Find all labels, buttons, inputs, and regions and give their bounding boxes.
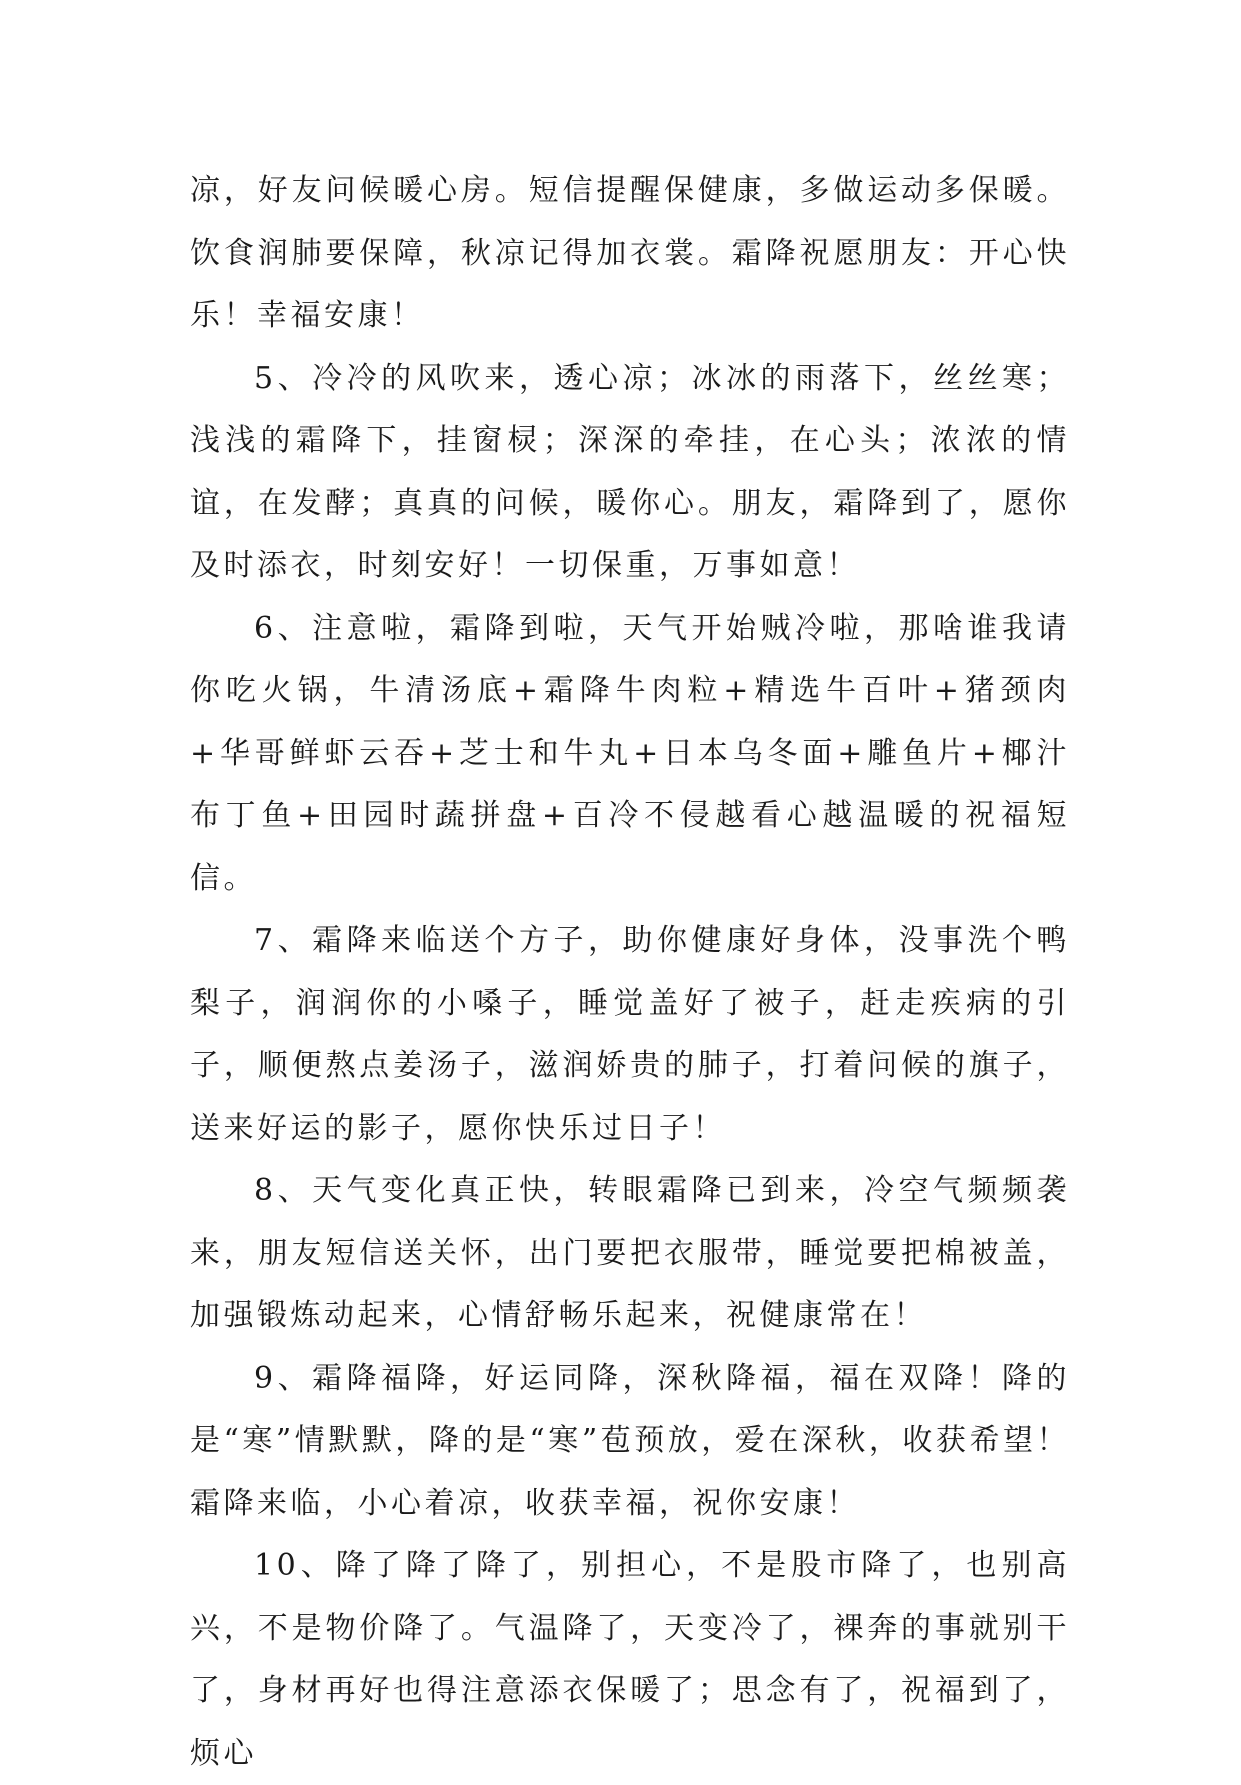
paragraph-continued: 凉，好友问候暖心房。短信提醒保健康，多做运动多保暖。饮食润肺要保障，秋凉记得加衣裳。霜降祝愿朋友：开心快乐！幸福安康！ xyxy=(190,173,1070,333)
paragraph-7: 7、霜降来临送个方子，助你健康好身体，没事洗个鸭梨子，润润你的小嗓子，睡觉盖好了被子，赶走疾病的引子，顺便熬点姜汤子，滋润娇贵的肺子，打着问候的旗子，送来好运的影子，愿你快乐过日子！ xyxy=(190,923,1070,1146)
document-body xyxy=(190,160,1070,1785)
paragraph-9: 9、霜降福降，好运同降，深秋降福，福在双降！降的是“寒”情默默，降的是“寒”苞预放，爱在深秋，收获希望！霜降来临，小心着凉，收获幸福，祝你安康！ xyxy=(190,1360,1070,1521)
paragraph-8: 8、天气变化真正快，转眼霜降已到来，冷空气频频袭来，朋友短信送关怀，出门要把衣服带，睡觉要把棉被盖，加强锻炼动起来，心情舒畅乐起来，祝健康常在！ xyxy=(190,1173,1070,1333)
paragraph-6: 6、注意啦，霜降到啦，天气开始贼冷啦，那啥谁我请你吃火锅，牛清汤底+霜降牛肉粒+精选牛百叶+猪颈肉+华哥鲜虾云吞+芝士和牛丸+日本乌冬面+雕鱼片+椰汁布丁鱼+田园时蔬拼盘+百冷不侵越看心越温暖的祝福短信。 xyxy=(190,610,1070,896)
paragraph-5: 5、冷冷的风吹来，透心凉；冰冰的雨落下，丝丝寒；浅浅的霜降下，挂窗棂；深深的牵挂，在心头；浓浓的情谊，在发酵；真真的问候，暖你心。朋友，霜降到了，愿你及时添衣，时刻安好！一切保重，万事如意！ xyxy=(190,360,1070,583)
paragraph-10: 10、降了降了降了，别担心，不是股市降了，也别高兴，不是物价降了。气温降了，天变冷了，裸奔的事就别干了，身材再好也得注意添衣保暖了；思念有了，祝福到了，烦心 xyxy=(190,1548,1070,1771)
